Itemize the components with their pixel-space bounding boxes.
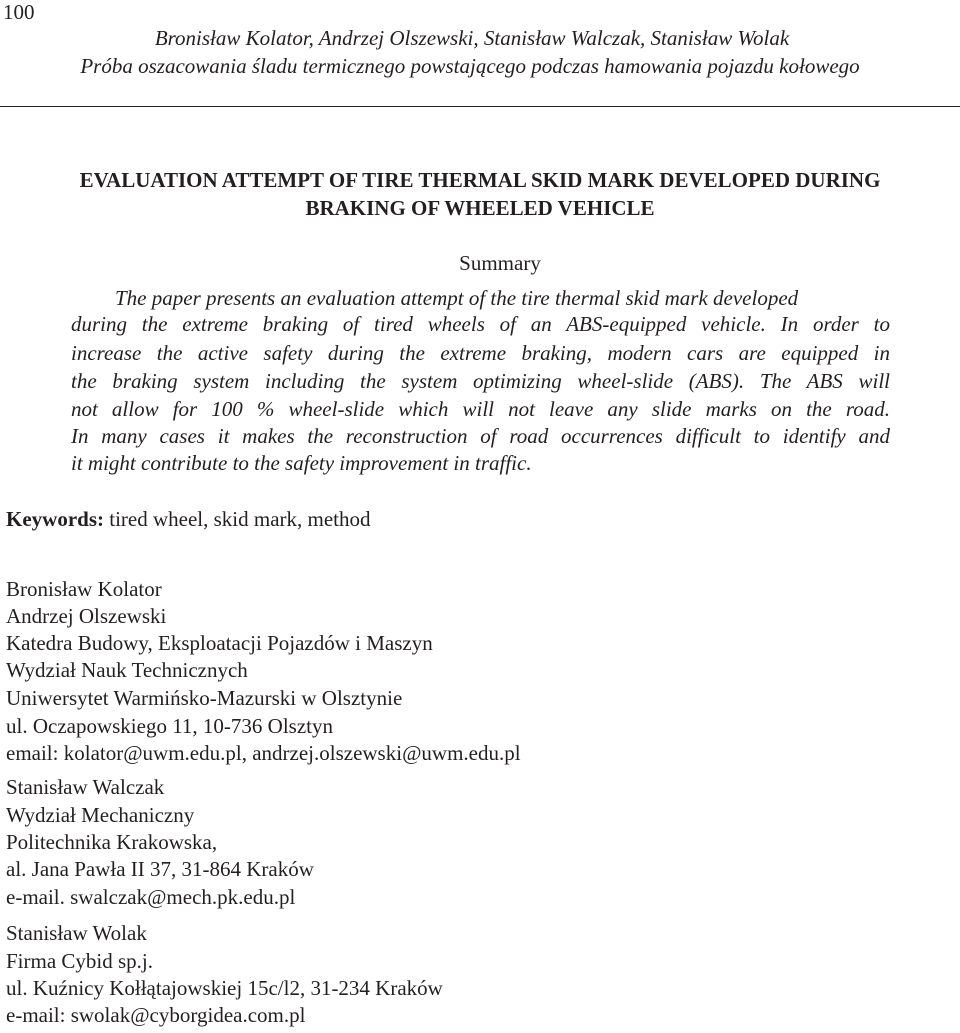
affiliation-line: Andrzej Olszewski	[6, 604, 167, 628]
summary-line: not allow for 100 % wheel-slide which will not leave any slide marks on the road.	[71, 397, 890, 421]
affiliation-email: email: kolator@uwm.edu.pl, andrzej.olszewski@uwm.edu.pl	[6, 741, 521, 765]
page-number: 100	[3, 0, 35, 24]
summary-line: increase the active safety during the extreme braking, modern cars are equipped in	[71, 341, 890, 365]
summary-line: the braking system including the system optimizing wheel-slide (ABS). The ABS will	[71, 369, 890, 393]
affiliation-line: Stanisław Wolak	[6, 921, 147, 945]
affiliation-line: ul. Oczapowskiego 11, 10-736 Olsztyn	[6, 714, 333, 738]
affiliation-email: e-mail. swalczak@mech.pk.edu.pl	[6, 885, 296, 909]
affiliation-line: Politechnika Krakowska,	[6, 830, 218, 854]
affiliation-line: al. Jana Pawła II 37, 31-864 Kraków	[6, 857, 314, 881]
affiliation-email: e-mail: swolak@cyborgidea.com.pl	[6, 1003, 306, 1027]
keywords-label: Keywords:	[6, 507, 104, 531]
affiliation-line: Bronisław Kolator	[6, 577, 162, 601]
affiliation-line: ul. Kuźnicy Kołłątajowskiej 15c/l2, 31-234 Kraków	[6, 976, 443, 1000]
affiliation-line: Firma Cybid sp.j.	[6, 949, 154, 973]
affiliation-line: Wydział Nauk Technicznych	[6, 658, 248, 682]
affiliation-line: Wydział Mechaniczny	[6, 803, 195, 827]
running-head-authors: Bronisław Kolator, Andrzej Olszewski, Stanisław Walczak, Stanisław Wolak	[154, 26, 790, 50]
paper-title-line-1: EVALUATION ATTEMPT OF TIRE THERMAL SKID MARK DEVELOPED DURING	[79, 168, 881, 192]
keywords	[6, 505, 371, 533]
affiliation-line: Uniwersytet Warmińsko-Mazurski w Olsztynie	[6, 686, 403, 710]
summary-line: In many cases it makes the reconstruction of road occurrences difficult to identify and	[71, 424, 890, 448]
affiliation-line: Stanisław Walczak	[6, 775, 165, 799]
summary-heading: Summary	[459, 251, 541, 275]
summary-line: it might contribute to the safety improvement in traffic.	[71, 451, 532, 475]
summary-line: The paper presents an evaluation attempt of the tire thermal skid mark developed	[115, 286, 799, 310]
running-head-title: Próba oszacowania śladu termicznego powstającego podczas hamowania pojazdu kołowego	[80, 54, 860, 78]
summary-line: during the extreme braking of tired wheels of an ABS-equipped vehicle. In order to	[71, 312, 890, 336]
keywords-text: tired wheel, skid mark, method	[104, 507, 371, 531]
header-rule	[0, 106, 960, 107]
paper-title-line-2: BRAKING OF WHEELED VEHICLE	[305, 196, 655, 220]
affiliation-line: Katedra Budowy, Eksploatacji Pojazdów i Maszyn	[6, 631, 433, 655]
